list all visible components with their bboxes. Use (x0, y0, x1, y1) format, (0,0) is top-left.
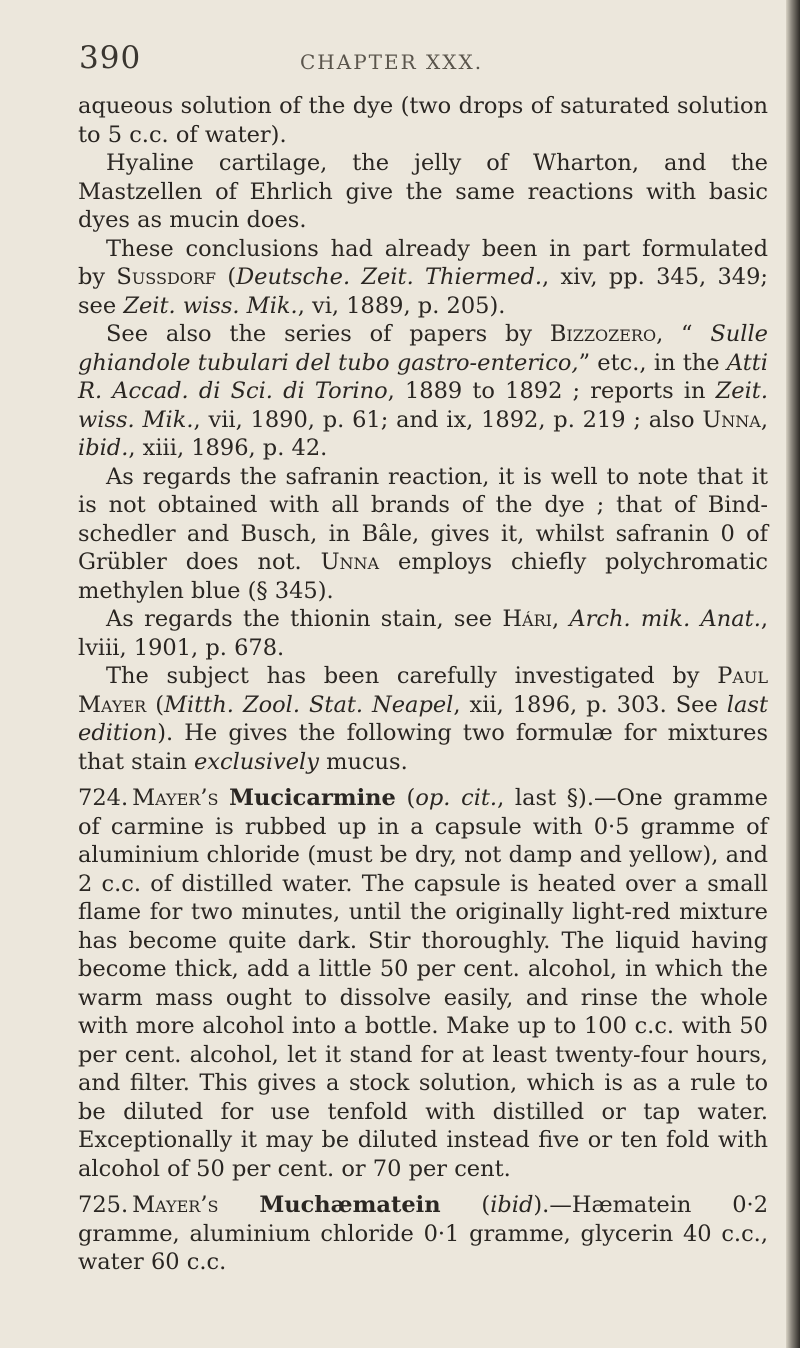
entry-number: 724. (78, 785, 129, 811)
reference: ibid (490, 1192, 534, 1218)
paragraph: Hyaline cartilage, the jelly of Wharton, and the Mastzellen of Ehrlich give the same reactions with basic dyes as mucin does. (78, 150, 768, 233)
journal-title: Arch. mik. Anat. (569, 606, 761, 632)
running-head: CHAPTER XXX. (300, 50, 484, 74)
paragraph: As regards the safranin reaction, it is well to note that it is not obtained with all brands of the dye ; that of Bind-schedler and Busch, in Bâle, gives it, whilst safranin 0 of Grübler does not. Unna employs chiefly polychromatic methylen blue (§ 345). (78, 463, 768, 604)
author-name: Sussdorf (116, 264, 217, 290)
page-number: 390 (79, 40, 142, 76)
journal-title: Zeit. wiss. Mik. (123, 292, 298, 319)
entry-text: —Hæmatein 0·2 gramme, aluminium chloride 0·1 gramme, glycerin 40 c.c., water 60 c.c. (78, 1192, 769, 1275)
page-edge-shadow (786, 0, 800, 1348)
journal-title: Mitth. Zool. Stat. Neapel (164, 691, 454, 718)
author-name: Hári (502, 606, 552, 632)
author-name: Unna (702, 406, 761, 433)
emphasis: last edition (78, 691, 768, 746)
entry-title: Mucicarmine (229, 785, 396, 811)
entry-724: 724. Mayer’s Mucicarmine (op. cit., last §).—One gramme of carmine is rubbed up in a capsule with 0·5 gramme of aluminium chloride (must be dry, not damp and yellow), and 2 c.c. of distilled water. The capsule is heated over a small flame for two minutes, until the originally light-red mixture has become quite dark. Stir thoroughly. The liquid having become thick, add a little 50 per cent. alcohol, in which the warm mass ought to dissolve easily, and rinse the whole with more alcohol into a bottle. Make up to 100 c.c. with 50 per cent. alcohol, let it stand for at least twenty-four hours, and filter. This gives a stock solution, which is as a rule to be diluted for use tenfold with distilled or tap water. Exceptionally it may be diluted instead five or ten fold with alcohol of 50 per cent. or 70 per cent. (78, 785, 768, 1182)
author-name: Bizzozero (549, 321, 657, 347)
paragraph: These conclusions had already been in part formulated by Sussdorf (Deutsche. Zeit. Thiermed., xiv, pp. 345, 349; see Zeit. wiss. Mik., vi, 1889, p. 205). (78, 235, 768, 319)
journal-title: Atti R. Accad. di Sci. di Torino (78, 349, 768, 404)
emphasis: exclusively (193, 748, 319, 775)
paragraph: aqueous solution of the dye (two drops of saturated solution to 5 c.c. of water). (78, 93, 768, 148)
entry-title: Muchæmatein (259, 1192, 441, 1218)
paragraph: As regards the thionin stain, see Hári, Arch. mik. Anat., lviii, 1901, p. 678. (78, 606, 769, 661)
journal-title: Zeit. wiss. Mik. (78, 378, 768, 433)
entry-725: 725. Mayer’s Muchæmatein (ibid).—Hæmatein 0·2 gramme, aluminium chloride 0·1 gramme, glycerin 40 c.c., water 60 c.c. (78, 1192, 769, 1275)
entry-number: 725. (78, 1192, 129, 1218)
paragraph: See also the series of papers by Bizzozero, “ Sulle ghiandole tubulari del tubo gastro-enterico,” etc., in the Atti R. Accad. di Sci. di Torino, 1889 to 1892 ; reports in Zeit. wiss. Mik., vii, 1890, p. 61; and ix, 1892, p. 219 ; also Unna, ibid., xiii, 1896, p. 42. (78, 321, 768, 461)
paper-title: Sulle ghiandole tubulari del tubo gastro-enterico, (78, 321, 768, 376)
body-text (78, 92, 768, 1277)
author-name: Mayer’s (132, 785, 219, 811)
author-name: Paul Mayer (78, 663, 768, 718)
entry-text: —One gramme of carmine is rubbed up in a capsule with 0·5 gramme of aluminium chloride (must be dry, not damp and yellow), and 2 c.c. of distilled water. The capsule is heated over a small flame for two minutes, until the originally light-red mixture has become quite dark. Stir thoroughly. The liquid having become thick, add a little 50 per cent. alcohol, in which the warm mass ought to dissolve easily, and rinse the whole with more alcohol into a bottle. Make up to 100 c.c. with 50 per cent. alcohol, let it stand for at least twenty-four hours, and filter. This gives a stock solution, which is as a rule to be diluted for use tenfold with distilled or tap water. Exceptionally it may be diluted instead five or ten fold with alcohol of 50 per cent. or 70 per cent. (78, 785, 768, 1182)
author-name: Mayer’s (132, 1192, 219, 1218)
paragraph: The subject has been carefully investigated by Paul Mayer (Mitth. Zool. Stat. Neapel, xii, 1896, p. 303. See last edition). He gives the following two formulæ for mixtures that stain exclusively mucus. (78, 663, 768, 775)
ibid: ibid. (78, 435, 129, 461)
journal-title: Deutsche. Zeit. Thiermed. (236, 264, 543, 290)
author-name: Unna (320, 549, 380, 575)
reference: op. cit. (415, 785, 498, 811)
